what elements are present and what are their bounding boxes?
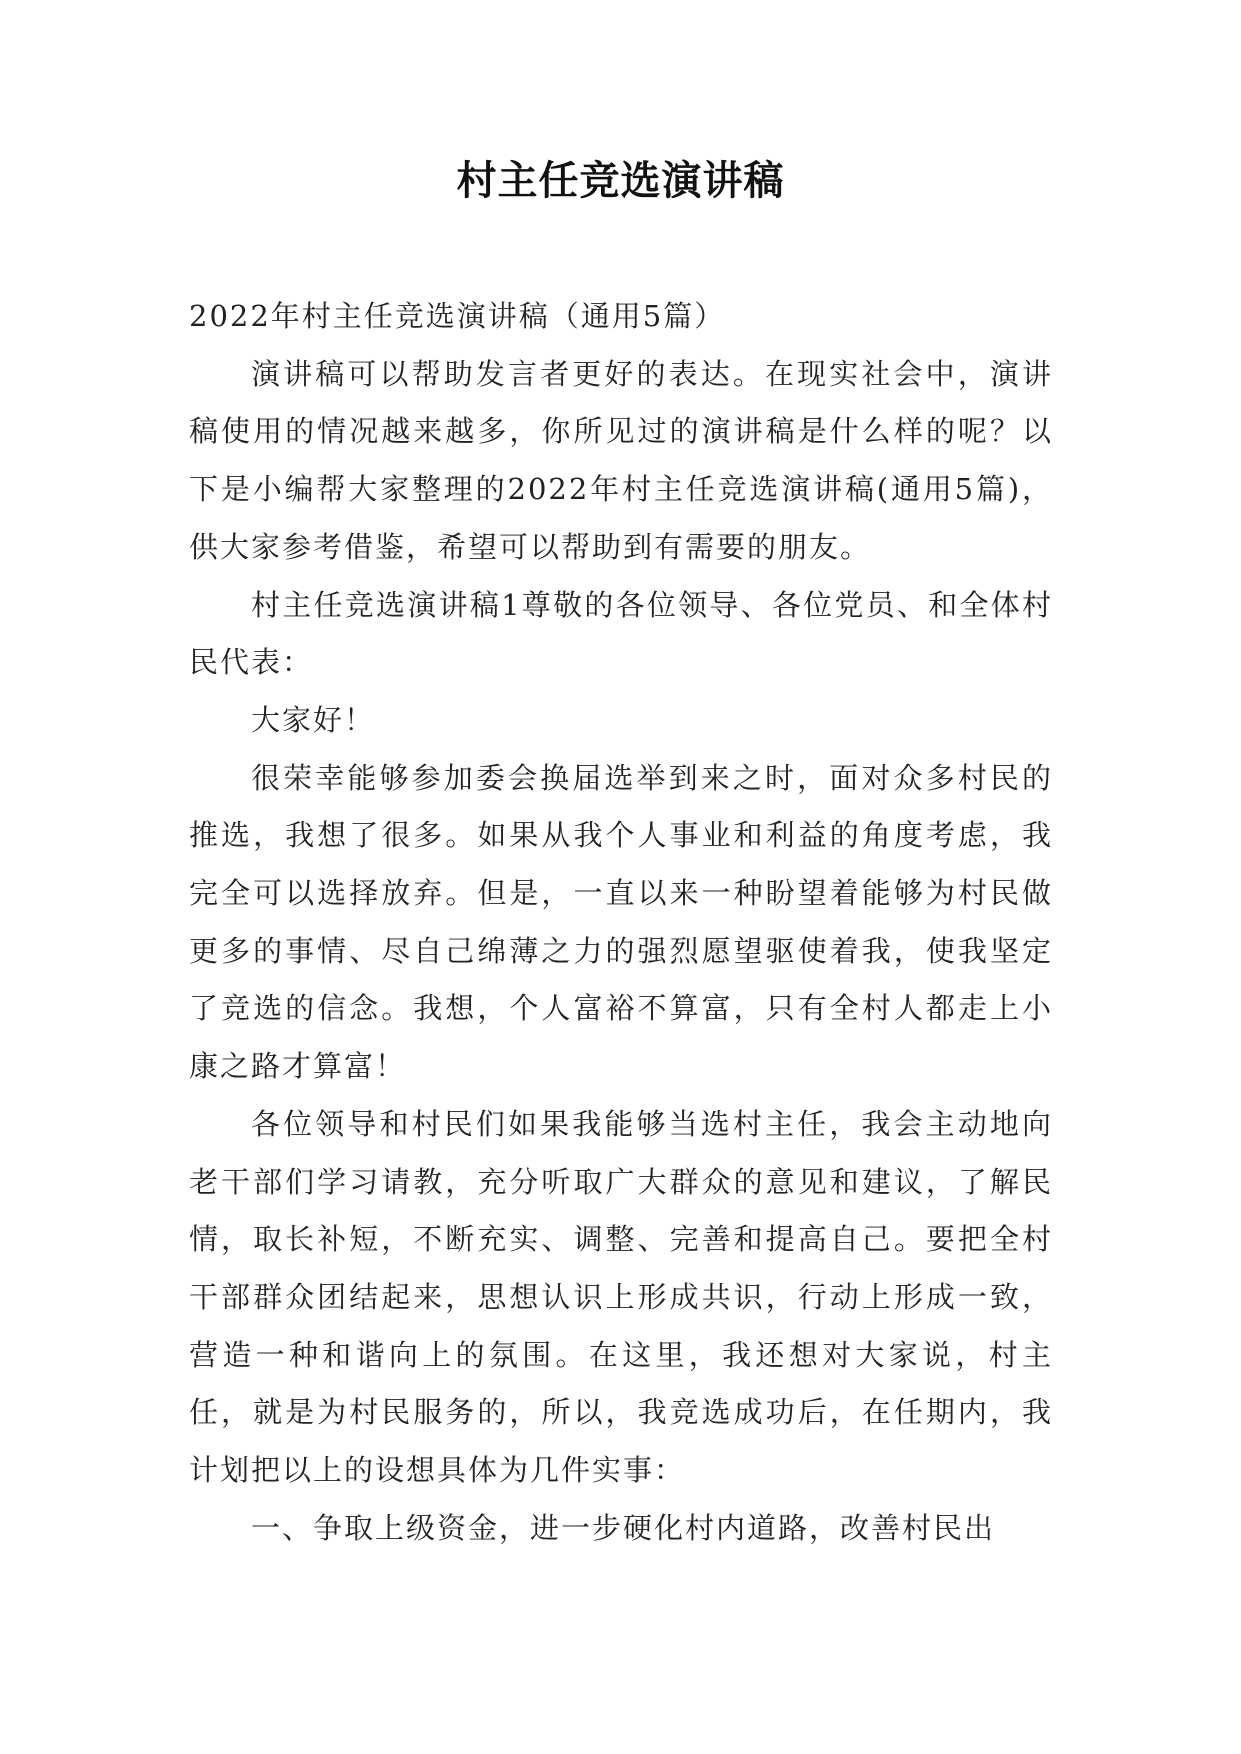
document-body <box>189 288 1053 1557</box>
body-paragraph: 很荣幸能够参加委会换届选举到来之时，面对众多村民的推选，我想了很多。如果从我个人事业和利益的角度考虑，我完全可以选择放弃。但是，一直以来一种盼望着能够为村民做更多的事情、尽自己绵薄之力的强烈愿望驱使着我，使我坚定了竞选的信念。我想，个人富裕不算富，只有全村人都走上小康之路才算富！ <box>189 760 1053 1084</box>
body-paragraph: 演讲稿可以帮助发言者更好的表达。在现实社会中，演讲稿使用的情况越来越多，你所见过的演讲稿是什么样的呢？以下是小编帮大家整理的2022年村主任竞选演讲稿(通用5篇)，供大家参考借鉴，希望可以帮助到有需要的朋友。 <box>189 356 1053 564</box>
document-title: 村主任竞选演讲稿 <box>456 158 785 204</box>
body-paragraph: 村主任竞选演讲稿1尊敬的各位领导、各位党员、和全体村民代表： <box>189 587 1053 680</box>
subtitle-paragraph: 2022年村主任竞选演讲稿（通用5篇） <box>189 299 726 333</box>
body-paragraph: 各位领导和村民们如果我能够当选村主任，我会主动地向老干部们学习请教，充分听取广大群众的意见和建议，了解民情，取长补短，不断充实、调整、完善和提高自己。要把全村干部群众团结起来，思想认识上形成共识，行动上形成一致，营造一种和谐向上的氛围。在这里，我还想对大家说，村主任，就是为村民服务的，所以，我竞选成功后，在任期内，我计划把以上的设想具体为几件实事： <box>189 1106 1053 1488</box>
body-paragraph: 大家好！ <box>251 702 376 737</box>
body-paragraph: 一、争取上级资金，进一步硬化村内道路，改善村民出 <box>251 1510 996 1545</box>
